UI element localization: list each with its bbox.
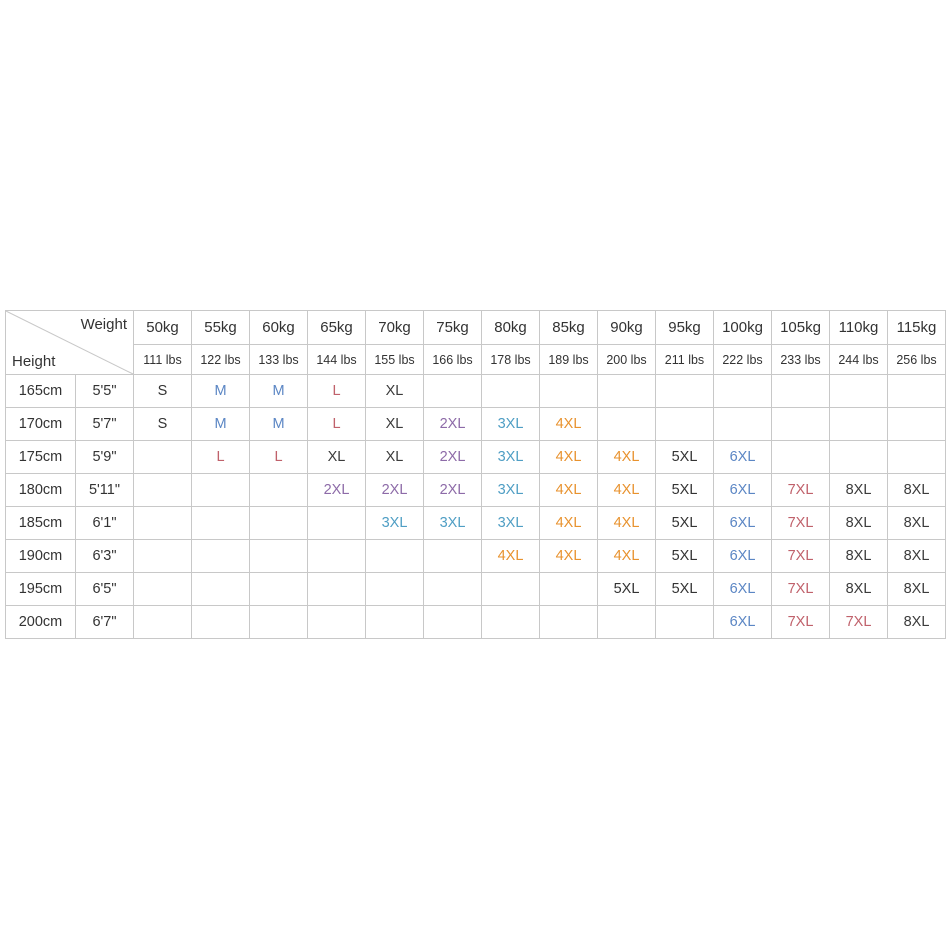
size-cell: 7XL bbox=[830, 606, 888, 639]
weight-lbs-header: 211 lbs bbox=[656, 345, 714, 375]
size-cell: M bbox=[192, 408, 250, 441]
size-cell: 4XL bbox=[540, 507, 598, 540]
size-cell: 7XL bbox=[772, 573, 830, 606]
size-cell: 4XL bbox=[540, 441, 598, 474]
size-cell: 5XL bbox=[656, 540, 714, 573]
size-cell: S bbox=[134, 375, 192, 408]
size-cell: 6XL bbox=[714, 540, 772, 573]
size-cell-empty bbox=[134, 573, 192, 606]
height-cm-cell: 170cm bbox=[6, 408, 76, 441]
weight-lbs-header: 200 lbs bbox=[598, 345, 656, 375]
height-cm-cell: 175cm bbox=[6, 441, 76, 474]
weight-kg-header: 75kg bbox=[424, 311, 482, 345]
size-cell-empty bbox=[134, 474, 192, 507]
size-cell-empty bbox=[366, 540, 424, 573]
size-cell: 4XL bbox=[598, 540, 656, 573]
size-cell-empty bbox=[830, 408, 888, 441]
size-cell: 4XL bbox=[598, 441, 656, 474]
size-cell-empty bbox=[772, 408, 830, 441]
weight-kg-header: 60kg bbox=[250, 311, 308, 345]
size-cell-empty bbox=[250, 540, 308, 573]
size-cell: 8XL bbox=[888, 507, 946, 540]
size-cell: 5XL bbox=[656, 441, 714, 474]
height-cm-cell: 200cm bbox=[6, 606, 76, 639]
size-cell-empty bbox=[250, 573, 308, 606]
size-cell-empty bbox=[888, 441, 946, 474]
chart-header bbox=[6, 311, 946, 375]
size-cell: 7XL bbox=[772, 540, 830, 573]
size-cell-empty bbox=[192, 540, 250, 573]
size-cell-empty bbox=[482, 375, 540, 408]
weight-kg-header: 115kg bbox=[888, 311, 946, 345]
size-cell: 7XL bbox=[772, 507, 830, 540]
size-cell: 8XL bbox=[830, 474, 888, 507]
size-cell: S bbox=[134, 408, 192, 441]
weight-lbs-header: 155 lbs bbox=[366, 345, 424, 375]
size-cell-empty bbox=[598, 375, 656, 408]
height-ft-cell: 5'7" bbox=[76, 408, 134, 441]
size-cell-empty bbox=[656, 606, 714, 639]
size-cell-empty bbox=[540, 606, 598, 639]
height-cm-cell: 195cm bbox=[6, 573, 76, 606]
size-cell: 8XL bbox=[888, 540, 946, 573]
weight-lbs-header: 244 lbs bbox=[830, 345, 888, 375]
weight-lbs-header: 189 lbs bbox=[540, 345, 598, 375]
size-cell-empty bbox=[540, 573, 598, 606]
size-cell: 4XL bbox=[540, 408, 598, 441]
weight-lbs-header: 144 lbs bbox=[308, 345, 366, 375]
size-cell-empty bbox=[366, 573, 424, 606]
size-cell-empty bbox=[192, 507, 250, 540]
weight-kg-header: 90kg bbox=[598, 311, 656, 345]
size-cell: 2XL bbox=[424, 408, 482, 441]
size-cell-empty bbox=[308, 606, 366, 639]
size-cell: 5XL bbox=[598, 573, 656, 606]
size-cell-empty bbox=[250, 507, 308, 540]
height-cm-cell: 180cm bbox=[6, 474, 76, 507]
height-ft-cell: 6'3" bbox=[76, 540, 134, 573]
weight-kg-header: 100kg bbox=[714, 311, 772, 345]
size-cell-empty bbox=[424, 540, 482, 573]
height-ft-cell: 5'11" bbox=[76, 474, 134, 507]
size-cell: 8XL bbox=[888, 573, 946, 606]
size-cell: 4XL bbox=[598, 507, 656, 540]
size-cell-empty bbox=[772, 375, 830, 408]
size-cell-empty bbox=[192, 474, 250, 507]
size-cell-empty bbox=[714, 408, 772, 441]
height-cm-cell: 185cm bbox=[6, 507, 76, 540]
size-cell: 5XL bbox=[656, 474, 714, 507]
table-row bbox=[6, 606, 946, 639]
size-cell: 6XL bbox=[714, 474, 772, 507]
height-cm-cell: 165cm bbox=[6, 375, 76, 408]
chart-body bbox=[6, 375, 946, 639]
size-cell: 7XL bbox=[772, 474, 830, 507]
weight-lbs-header: 222 lbs bbox=[714, 345, 772, 375]
size-cell: 4XL bbox=[540, 540, 598, 573]
size-cell: 3XL bbox=[366, 507, 424, 540]
size-cell: 4XL bbox=[482, 540, 540, 573]
size-cell-empty bbox=[598, 408, 656, 441]
size-cell: L bbox=[250, 441, 308, 474]
height-ft-cell: 6'7" bbox=[76, 606, 134, 639]
height-ft-cell: 6'1" bbox=[76, 507, 134, 540]
size-cell: 2XL bbox=[366, 474, 424, 507]
weight-lbs-header: 133 lbs bbox=[250, 345, 308, 375]
size-cell: M bbox=[250, 375, 308, 408]
size-cell: 3XL bbox=[424, 507, 482, 540]
weight-lbs-header: 122 lbs bbox=[192, 345, 250, 375]
size-cell-empty bbox=[888, 408, 946, 441]
size-cell: 7XL bbox=[772, 606, 830, 639]
size-cell: 5XL bbox=[656, 573, 714, 606]
size-cell: 6XL bbox=[714, 573, 772, 606]
height-ft-cell: 6'5" bbox=[76, 573, 134, 606]
weight-kg-header: 65kg bbox=[308, 311, 366, 345]
size-cell: 2XL bbox=[424, 441, 482, 474]
size-cell: 2XL bbox=[308, 474, 366, 507]
height-ft-cell: 5'5" bbox=[76, 375, 134, 408]
size-cell: L bbox=[308, 408, 366, 441]
weight-lbs-header: 166 lbs bbox=[424, 345, 482, 375]
size-cell-empty bbox=[366, 606, 424, 639]
header-row-kg bbox=[6, 311, 946, 345]
size-cell-empty bbox=[134, 441, 192, 474]
size-cell: 8XL bbox=[888, 474, 946, 507]
size-cell-empty bbox=[482, 573, 540, 606]
size-cell-empty bbox=[134, 540, 192, 573]
size-cell: 3XL bbox=[482, 441, 540, 474]
size-cell-empty bbox=[134, 606, 192, 639]
size-cell: 6XL bbox=[714, 441, 772, 474]
header-row-lbs bbox=[6, 345, 946, 375]
weight-kg-header: 70kg bbox=[366, 311, 424, 345]
size-cell: 5XL bbox=[656, 507, 714, 540]
weight-axis-label: Weight bbox=[80, 316, 127, 333]
size-cell: XL bbox=[366, 408, 424, 441]
size-cell-empty bbox=[192, 606, 250, 639]
size-cell-empty bbox=[308, 507, 366, 540]
weight-lbs-header: 178 lbs bbox=[482, 345, 540, 375]
size-chart-container bbox=[5, 310, 945, 639]
weight-lbs-header: 256 lbs bbox=[888, 345, 946, 375]
size-cell-empty bbox=[308, 540, 366, 573]
size-cell: 4XL bbox=[540, 474, 598, 507]
size-cell-empty bbox=[830, 375, 888, 408]
corner-cell bbox=[6, 311, 134, 375]
height-cm-cell: 190cm bbox=[6, 540, 76, 573]
weight-kg-header: 105kg bbox=[772, 311, 830, 345]
size-cell: XL bbox=[366, 375, 424, 408]
size-cell-empty bbox=[656, 375, 714, 408]
weight-kg-header: 85kg bbox=[540, 311, 598, 345]
size-cell: L bbox=[308, 375, 366, 408]
size-cell-empty bbox=[134, 507, 192, 540]
size-cell-empty bbox=[192, 573, 250, 606]
size-cell: 6XL bbox=[714, 507, 772, 540]
size-cell: 8XL bbox=[888, 606, 946, 639]
weight-kg-header: 55kg bbox=[192, 311, 250, 345]
size-cell-empty bbox=[250, 474, 308, 507]
table-row bbox=[6, 573, 946, 606]
size-cell: M bbox=[250, 408, 308, 441]
size-cell-empty bbox=[656, 408, 714, 441]
size-cell: M bbox=[192, 375, 250, 408]
size-cell: L bbox=[192, 441, 250, 474]
size-cell: 2XL bbox=[424, 474, 482, 507]
weight-kg-header: 50kg bbox=[134, 311, 192, 345]
size-cell: XL bbox=[308, 441, 366, 474]
size-cell: 4XL bbox=[598, 474, 656, 507]
size-cell-empty bbox=[424, 606, 482, 639]
size-cell: XL bbox=[366, 441, 424, 474]
size-cell-empty bbox=[424, 573, 482, 606]
size-cell-empty bbox=[308, 573, 366, 606]
height-axis-label: Height bbox=[12, 353, 56, 370]
size-cell: 3XL bbox=[482, 474, 540, 507]
size-cell: 8XL bbox=[830, 540, 888, 573]
size-cell-empty bbox=[888, 375, 946, 408]
weight-kg-header: 95kg bbox=[656, 311, 714, 345]
size-cell-empty bbox=[772, 441, 830, 474]
size-cell-empty bbox=[540, 375, 598, 408]
table-row bbox=[6, 540, 946, 573]
size-cell: 3XL bbox=[482, 507, 540, 540]
size-cell: 3XL bbox=[482, 408, 540, 441]
table-row bbox=[6, 441, 946, 474]
size-cell-empty bbox=[598, 606, 656, 639]
weight-kg-header: 80kg bbox=[482, 311, 540, 345]
weight-lbs-header: 111 lbs bbox=[134, 345, 192, 375]
size-chart-table bbox=[5, 310, 946, 639]
table-row bbox=[6, 408, 946, 441]
size-cell-empty bbox=[250, 606, 308, 639]
size-cell-empty bbox=[424, 375, 482, 408]
size-cell-empty bbox=[714, 375, 772, 408]
size-cell: 8XL bbox=[830, 573, 888, 606]
size-cell-empty bbox=[482, 606, 540, 639]
table-row bbox=[6, 474, 946, 507]
weight-kg-header: 110kg bbox=[830, 311, 888, 345]
weight-lbs-header: 233 lbs bbox=[772, 345, 830, 375]
table-row bbox=[6, 507, 946, 540]
size-cell: 8XL bbox=[830, 507, 888, 540]
height-ft-cell: 5'9" bbox=[76, 441, 134, 474]
size-cell-empty bbox=[830, 441, 888, 474]
table-row bbox=[6, 375, 946, 408]
size-cell: 6XL bbox=[714, 606, 772, 639]
